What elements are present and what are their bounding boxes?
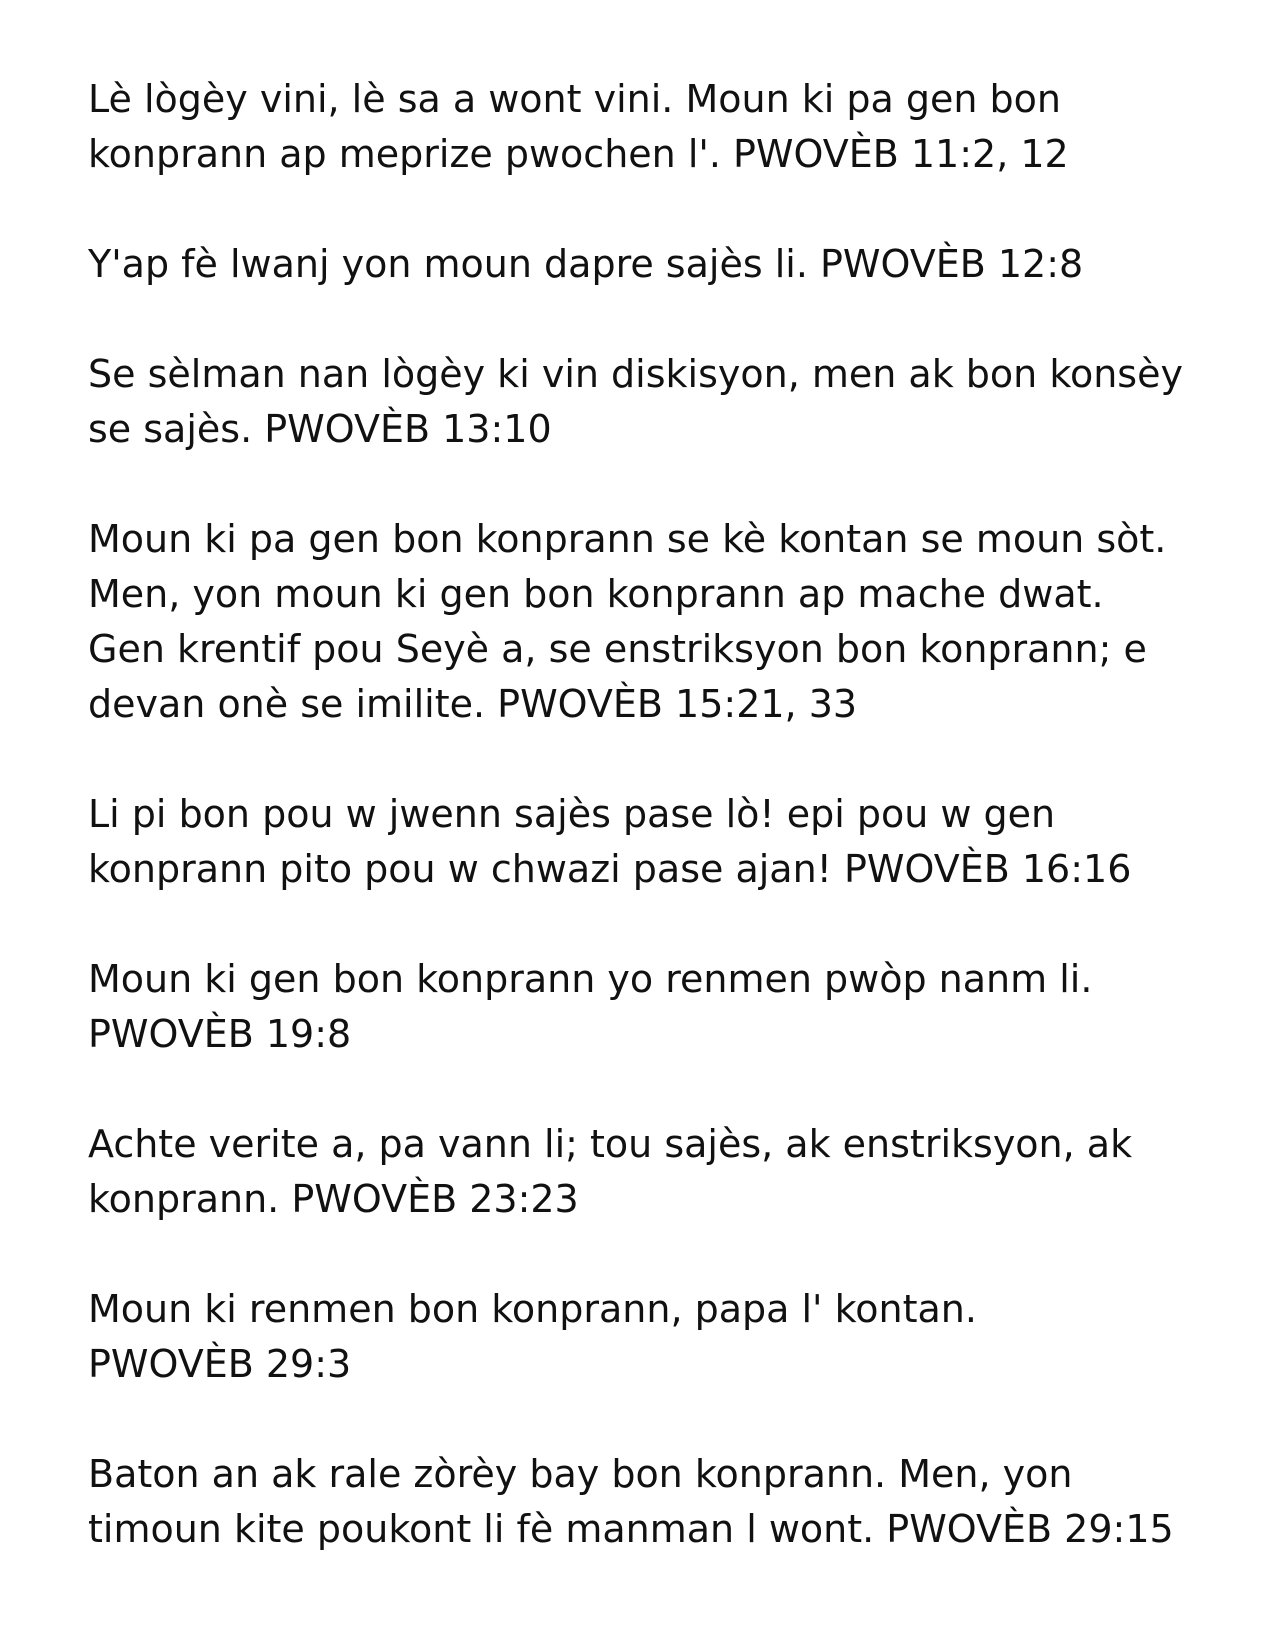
verse-line: Moun ki gen bon konprann yo renmen pwòp nanm li. [88,957,1093,1001]
verse-line: PWOVÈB 29:3 [88,1342,352,1386]
verse-line: Y'ap fè lwanj yon moun dapre sajès li. PWOVÈB 12:8 [88,242,1084,286]
verse-6 [88,952,1218,1062]
verse-line: konprann ap meprize pwochen l'. PWOVÈB 11:2, 12 [88,132,1069,176]
document-page [88,72,1218,1612]
verse-line: Baton an ak rale zòrèy bay bon konprann. Men, yon [88,1452,1073,1496]
verse-line: konprann pito pou w chwazi pase ajan! PWOVÈB 16:16 [88,847,1132,891]
verse-line: Se sèlman nan lògèy ki vin diskisyon, men ak bon konsèy [88,352,1183,396]
verse-line: Achte verite a, pa vann li; tou sajès, ak enstriksyon, ak [88,1122,1133,1166]
verse-line: Lè lògèy vini, lè sa a wont vini. Moun ki pa gen bon [88,77,1061,121]
verse-3 [88,347,1218,457]
verse-line: timoun kite poukont li fè manman l wont. PWOVÈB 29:15 [88,1507,1174,1551]
verse-line: Moun ki pa gen bon konprann se kè kontan se moun sòt. [88,517,1167,561]
verse-line: devan onè se imilite. PWOVÈB 15:21, 33 [88,682,858,726]
verse-2 [88,237,1218,292]
verse-7 [88,1117,1218,1227]
verse-line: Li pi bon pou w jwenn sajès pase lò! epi pou w gen [88,792,1056,836]
verse-line: Moun ki renmen bon konprann, papa l' kontan. [88,1287,977,1331]
verse-line: konprann. PWOVÈB 23:23 [88,1177,579,1221]
verse-line: se sajès. PWOVÈB 13:10 [88,407,552,451]
verse-line: Gen krentif pou Seyè a, se enstriksyon bon konprann; e [88,627,1147,671]
verse-1 [88,72,1218,182]
verse-4 [88,512,1218,732]
verse-8 [88,1282,1218,1392]
verse-9 [88,1447,1218,1557]
verse-line: Men, yon moun ki gen bon konprann ap mache dwat. [88,572,1104,616]
verse-line: PWOVÈB 19:8 [88,1012,352,1056]
verse-5 [88,787,1218,897]
